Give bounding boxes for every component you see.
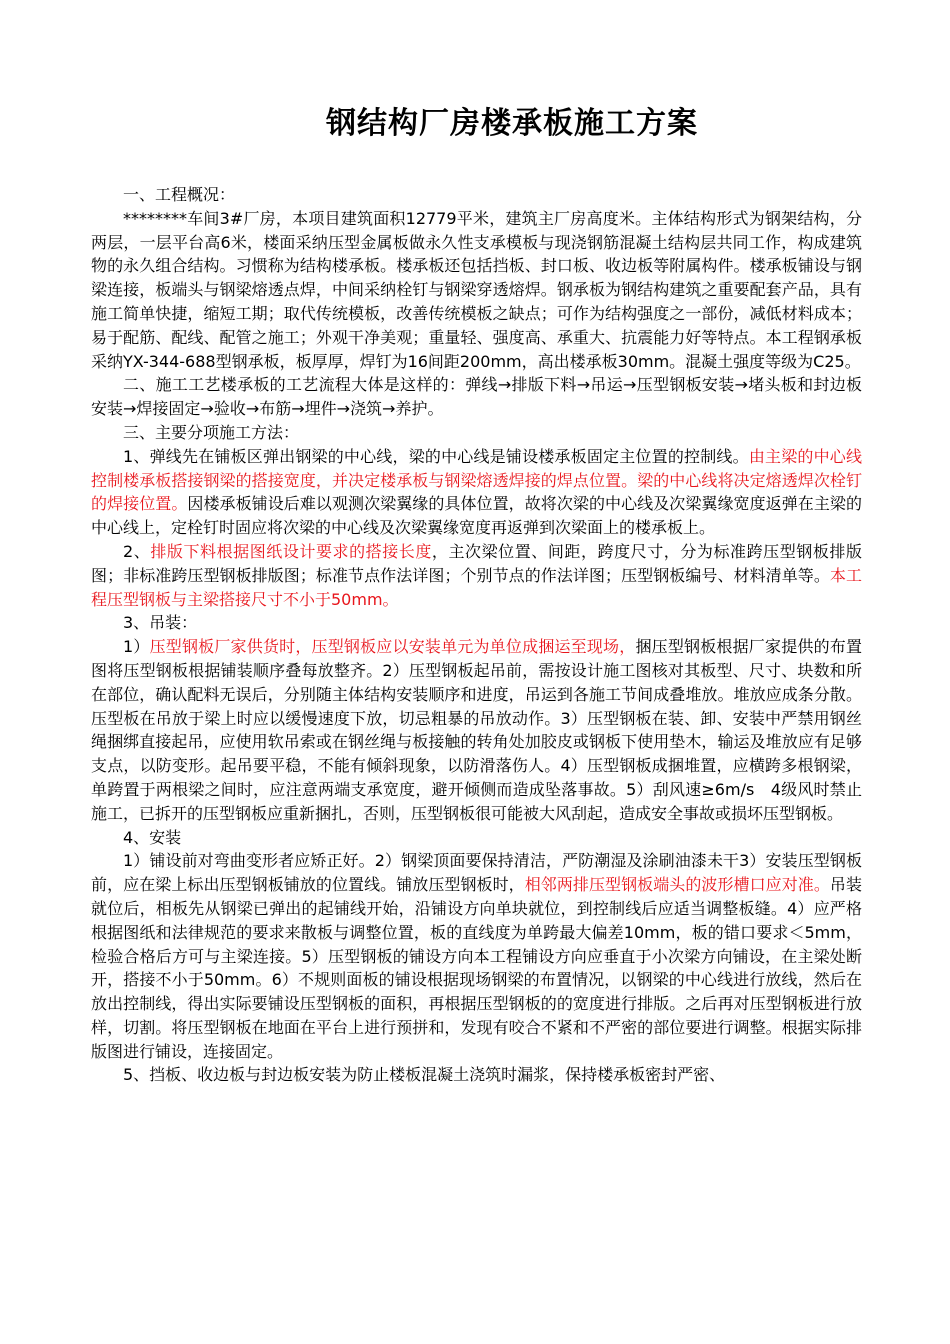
document-title: 钢结构厂房楼承板施工方案 — [326, 106, 698, 141]
section-1-text: ********车间3#厂房，本项目建筑面积12779平米，建筑主厂房高度米。主体结构形式为钢架结构，分两层，一层平台高6米，楼面采纳压型金属板做永久性支承模板与现浇钢筋混凝土结构层共同工作，构成建筑物的永久组合结构。习惯称为结构楼承板。楼承板还包括挡板、封口板、收边板等附属构件。楼承板铺设与钢梁连接，板端头与钢梁熔透点焊，中间采纳栓钉与钢梁穿透熔焊。钢承板为钢结构建筑之重要配套产品，具有施工简单快捷，缩短工期；取代传统模板，改善传统模板之缺点；可作为结构强度之一部份，减低材料成本；易于配筋、配线、配管之施工；外观干净美观；重量轻、强度高、承重大、抗震能力好等特点。本工程钢承板采纳YX-344-688型钢承板，板厚厚，焊钉为16间距200mm，高出楼承板30mm。混凝土强度等级为C25。 — [91, 208, 862, 371]
item-2-highlight-2: 本工程压型钢板与主梁搭接尺寸不小于50mm。 — [91, 565, 862, 609]
item-2-text-b: ，主次梁位置、间距，跨度尺寸，分为标准跨压型钢板排版图；非标准跨压型钢板排版图；标准节点作法详图；个别节点的作法详图；压型钢板编号、材料清单等。 — [91, 541, 862, 585]
item-4-text-b: 吊装就位后，相板先从钢梁已弹出的起铺线开始，沿铺设方向单块就位，到控制线后应适当调整板缝。4）应严格根据图纸和法律规范的要求来散板与调整位置，板的直线度为单跨最大偏差10mm，板的错口要求＜5mm，检验合格后方可与主梁连接。5）压型钢板的铺设方向本工程铺设方向应垂直于小次梁方向铺设，在主梁处断开，搭接不小于50mm。6）不规则面板的铺设根据现场钢梁的布置情况，以钢梁的中心线进行放线，然后在放出控制线，得出实际要铺设压型钢板的面积，再根据压型钢板的的宽度进行排版。之后再对压型钢板进行放样，切割。将压型钢板在地面在平台上进行预拼和，发现有咬合不紧和不严密的部位要进行调整。根据实际排版图进行铺设，连接固定。 — [91, 875, 862, 1061]
item-4-heading: 4、安装 — [123, 827, 182, 847]
item-3-text-a: 1） — [123, 637, 150, 657]
section-3-heading: 三、主要分项施工方法： — [123, 422, 300, 442]
item-3-highlight: 压型钢板厂家供货时，压型钢板应以安装单元为单位成捆运至现场， — [149, 637, 636, 657]
item-2-paragraph — [91, 540, 862, 611]
item-1-highlight: 由主梁的中心线控制楼承板搭接钢梁的搭接宽度，并决定楼承板与钢梁熔透焊接的焊点位置。梁的中心线将决定熔透焊次栓钉的焊接位置。 — [91, 446, 862, 514]
item-4-text-a: 1）铺设前对弯曲变形者应矫正好。2）钢梁顶面要保持清洁，严防潮湿及涂刷油漆未干3）安装压型钢板前，应在梁上标出压型钢板铺放的位置线。铺放压型钢板时， — [91, 851, 862, 895]
item-3-paragraph — [91, 635, 862, 825]
item-1-paragraph — [91, 445, 862, 540]
item-2-text-a: 2、 — [123, 541, 151, 561]
item-4-paragraph — [91, 849, 862, 1063]
item-4-highlight: 相邻两排压型钢板端头的波形槽口应对准。 — [524, 875, 830, 895]
document-body — [91, 183, 862, 1087]
section-2-text: 二、施工工艺楼承板的工艺流程大体是这样的：弹线→排版下料→吊运→压型钢板安装→堵头板和封边板安装→焊接固定→验收→布筋→埋件→浇筑→养护。 — [91, 375, 862, 419]
item-3-heading: 3、吊装： — [123, 613, 198, 633]
item-3-text-b: 捆压型钢板根据厂家提供的布置图将压型钢板根据铺装顺序叠每放整齐。2）压型钢板起吊前，需按设计施工图核对其板型、尺寸、块数和所在部位，确认配料无误后，分别随主体结构安装顺序和进度，吊运到各施工节间成叠堆放。堆放应成条分散。压型板在吊放于梁上时应以缓慢速度下放，切忌粗暴的吊放动作。3）压型钢板在装、卸、安装中严禁用钢丝绳捆绑直接起吊，应使用软吊索或在钢丝绳与板接触的转角处加胶皮或钢板下使用垫木，输运及堆放应有足够支点，以防变形。起吊要平稳，不能有倾斜现象，以防滑落伤人。4）压型钢板成捆堆置，应横跨多根钢梁，单跨置于两根梁之间时，应注意两端支承宽度，避开倾侧而造成坠落事故。5）刮风速≥6m/s 4级风时禁止施工，已拆开的压型钢板应重新捆扎，否则，压型钢板很可能被大风刮起，造成安全事故或损坏压型钢板。 — [91, 637, 862, 823]
item-2-highlight-1: 排版下料根据图纸设计要求的搭接长度 — [150, 541, 432, 561]
item-5-paragraph: 5、挡板、收边板与封边板安装为防止楼板混凝土浇筑时漏浆，保持楼承板密封严密、 — [123, 1065, 726, 1085]
section-1-heading: 一、工程概况： — [123, 185, 236, 204]
item-1-text-a: 1、弹线先在铺板区弹出钢梁的中心线，梁的中心线是铺设楼承板固定主位置的控制线。 — [123, 446, 749, 466]
item-1-text-b: 因楼承板铺设后难以观测次梁翼缘的具体位置，故将次梁的中心线及次梁翼缘宽度返弹在主梁的中心线上，定栓钉时固应将次梁的中心线及次梁翼缘宽度再返弹到次梁面上的楼承板上。 — [91, 494, 862, 538]
